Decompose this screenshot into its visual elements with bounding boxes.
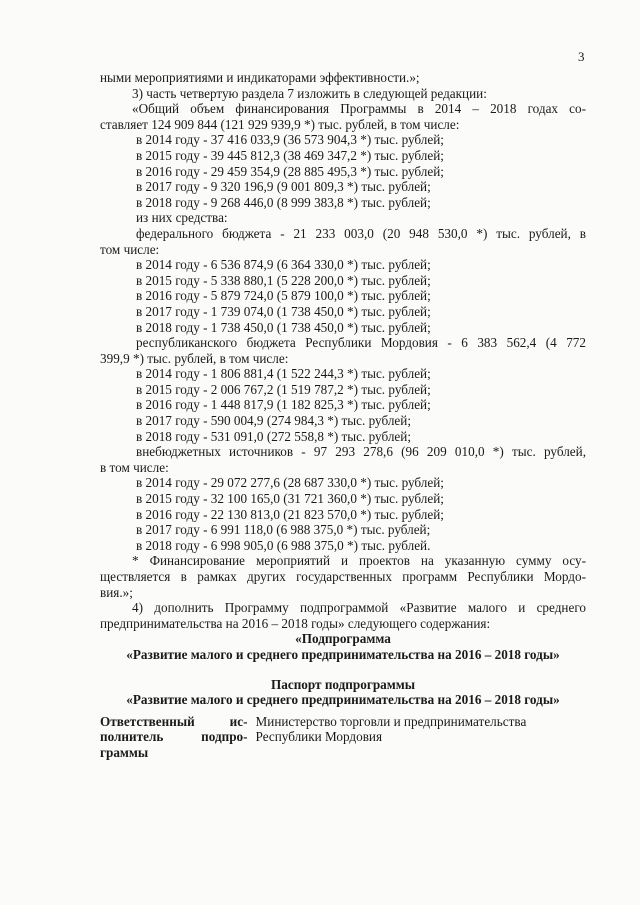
text-line: в 2018 году - 1 738 450,0 (1 738 450,0 *) тыс. рублей; — [136, 319, 431, 335]
passport-value — [248, 714, 586, 761]
text-line: * Финансирование мероприятий и проектов на указанную сумму осу- — [132, 553, 586, 569]
text-line: вия.»; — [100, 584, 133, 600]
text-line: в 2017 году - 1 739 074,0 (1 738 450,0 *) тыс. рублей; — [136, 303, 431, 319]
text-line: в 2017 году - 590 004,9 (274 984,3 *) тыс. рублей; — [136, 413, 411, 429]
text-line: Паспорт подпрограммы — [270, 676, 416, 692]
page-number: 3 — [578, 49, 585, 64]
passport-label-line: Ответственный ис- — [100, 713, 248, 729]
text-line: 399,9 *) тыс. рублей, в том числе: — [100, 350, 289, 366]
text-line: в 2018 году - 9 268 446,0 (8 999 383,8 *) тыс. рублей; — [136, 194, 431, 210]
text-line: внебюджетных источников - 97 293 278,6 (96 209 010,0 *) тыс. рублей, — [136, 444, 586, 460]
text-line: в 2016 году - 22 130 813,0 (21 823 570,0 *) тыс. рублей; — [136, 506, 444, 522]
text-line: в 2016 году - 29 459 354,9 (28 885 495,3 *) тыс. рублей; — [136, 163, 444, 179]
text-line: «Развитие малого и среднего предпринимательства на 2016 – 2018 годы» — [126, 646, 560, 662]
document-body — [100, 70, 586, 761]
text-line: в 2014 году - 29 072 277,6 (28 687 330,0 *) тыс. рублей; — [136, 475, 444, 491]
text-line: в 2015 году - 32 100 165,0 (31 721 360,0 *) тыс. рублей; — [136, 491, 444, 507]
text-line: ществляется в рамках других государственных программ Республики Мордо- — [100, 569, 586, 584]
text-line: «Подпрограмма — [295, 631, 391, 647]
text-line: «Развитие малого и среднего предпринимательства на 2016 – 2018 годы» — [126, 692, 560, 708]
text-line: ными мероприятиями и индикаторами эффективности.»; — [100, 70, 420, 85]
text-line: в 2018 году - 6 998 905,0 (6 988 375,0 *) тыс. рублей. — [136, 537, 431, 553]
text-line: республиканского бюджета Республики Мордовия - 6 383 562,4 (4 772 — [136, 335, 586, 351]
text-line: в 2014 году - 37 416 033,9 (36 573 904,3 *) тыс. рублей; — [136, 132, 444, 148]
passport-label — [100, 714, 248, 761]
text-line: в 2016 году - 5 879 724,0 (5 879 100,0 *) тыс. рублей; — [136, 288, 431, 304]
text-line: из них средства: — [136, 210, 228, 226]
passport-label-line: граммы — [100, 744, 149, 760]
text-line: в 2014 году - 1 806 881,4 (1 522 244,3 *) тыс. рублей; — [136, 366, 431, 382]
section-gap — [100, 663, 586, 677]
text-line: 4) дополнить Программу подпрограммой «Развитие малого и среднего — [132, 600, 586, 616]
passport-label-line: полнитель подпро- — [100, 729, 248, 745]
text-line: в 2017 году - 9 320 196,9 (9 001 809,3 *) тыс. рублей; — [136, 179, 431, 195]
text-line: в 2014 году - 6 536 874,9 (6 364 330,0 *) тыс. рублей; — [136, 257, 431, 273]
text-line: ставляет 124 909 844 (121 929 939,9 *) тыс. рублей, в том числе: — [100, 116, 460, 132]
text-line: в том числе: — [100, 459, 169, 475]
passport-value-line: Министерство торговли и предпринимательства — [255, 713, 527, 729]
passport-value-line: Республики Мордовия — [255, 729, 383, 745]
text-line: в 2015 году - 5 338 880,1 (5 228 200,0 *) тыс. рублей; — [136, 272, 431, 288]
text-line: 3) часть четвертую раздела 7 изложить в следующей редакции: — [132, 85, 487, 101]
text-line: в 2016 году - 1 448 817,9 (1 182 825,3 *) тыс. рублей; — [136, 397, 431, 413]
text-line: в 2015 году - 2 006 767,2 (1 519 787,2 *) тыс. рублей; — [136, 381, 431, 397]
text-line: в 2017 году - 6 991 118,0 (6 988 375,0 *) тыс. рублей; — [136, 522, 431, 538]
text-line: в 2015 году - 39 445 812,3 (38 469 347,2 *) тыс. рублей; — [136, 147, 444, 163]
text-line: предпринимательства на 2016 – 2018 годы» следующего содержания: — [100, 615, 491, 631]
text-line: в 2018 году - 531 091,0 (272 558,8 *) тыс. рублей; — [136, 428, 411, 444]
text-line: «Общий объем финансирования Программы в 2014 – 2018 годах со- — [132, 101, 586, 117]
passport-table-row — [100, 714, 586, 761]
text-line: том числе: — [100, 241, 160, 257]
text-line: федерального бюджета - 21 233 003,0 (20 948 530,0 *) тыс. рублей, в — [136, 225, 586, 241]
